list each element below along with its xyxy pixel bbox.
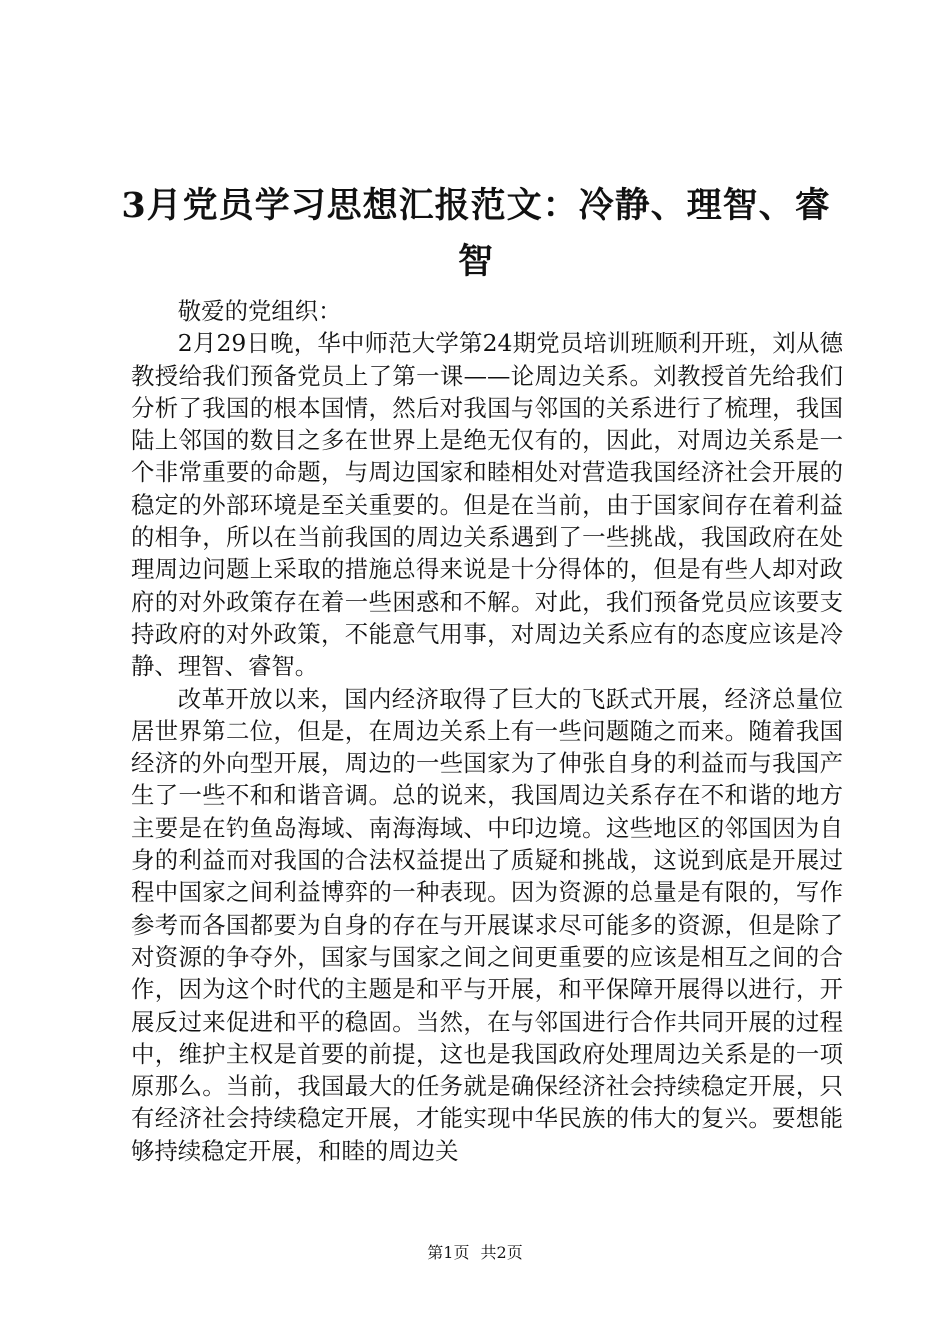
page-number-current: 第1页 [427, 1243, 470, 1262]
document-body [131, 295, 843, 1167]
page-number-total: 共2页 [480, 1243, 523, 1262]
page-footer [0, 1241, 950, 1265]
salutation: 敬爱的党组织： [177, 297, 342, 325]
paragraph-2: 改革开放以来，国内经济取得了巨大的飞跃式开展，经济总量位居世界第二位，但是，在周边关系上有一些问题随之而来。随着我国经济的外向型开展，周边的一些国家为了伸张自身的利益而与我国产生了一些不和和谐音调。总的说来，我国周边关系存在不和谐的地方主要是在钓鱼岛海域、南海海域、中印边境。这些地区的邻国因为自身的利益而对我国的合法权益提出了质疑和挑战，这说到底是开展过程中国家之间利益博弈的一种表现。因为资源的总量是有限的，写作参考而各国都要为自身的存在与开展谋求尽可能多的资源，但是除了对资源的争夺外，国家与国家之间之间更重要的应该是相互之间的合作，因为这个时代的主题是和平与开展，和平保障开展得以进行，开展反过来促进和平的稳固。当然，在与邻国进行合作共同开展的过程中，维护主权是首要的前提，这也是我国政府处理周边关系是的一项原那么。当前，我国最大的任务就是确保经济社会持续稳定开展，只有经济社会持续稳定开展，才能实现中华民族的伟大的复兴。要想能够持续稳定开展，和睦的周边关 [131, 684, 843, 1165]
paragraph-1: 2月29日晚，华中师范大学第24期党员培训班顺利开班，刘从德教授给我们预备党员上了第一课——论周边关系。刘教授首先给我们分析了我国的根本国情，然后对我国与邻国的关系进行了梳理，我国陆上邻国的数目之多在世界上是绝无仅有的，因此，对周边关系是一个非常重要的命题，与周边国家和睦相处对营造我国经济社会开展的稳定的外部环境是至关重要的。但是在当前，由于国家间存在着利益的相争，所以在当前我国的周边关系遇到了一些挑战，我国政府在处理周边问题上采取的措施总得来说是十分得体的，但是有些人却对政府的对外政策存在着一些困惑和不解。对此，我们预备党员应该要支持政府的对外政策，不能意气用事，对周边关系应有的态度应该是冷静、理智、睿智。 [131, 329, 843, 681]
document-title: 3月党员学习思想汇报范文：冷静、理智、睿智 [121, 185, 831, 282]
